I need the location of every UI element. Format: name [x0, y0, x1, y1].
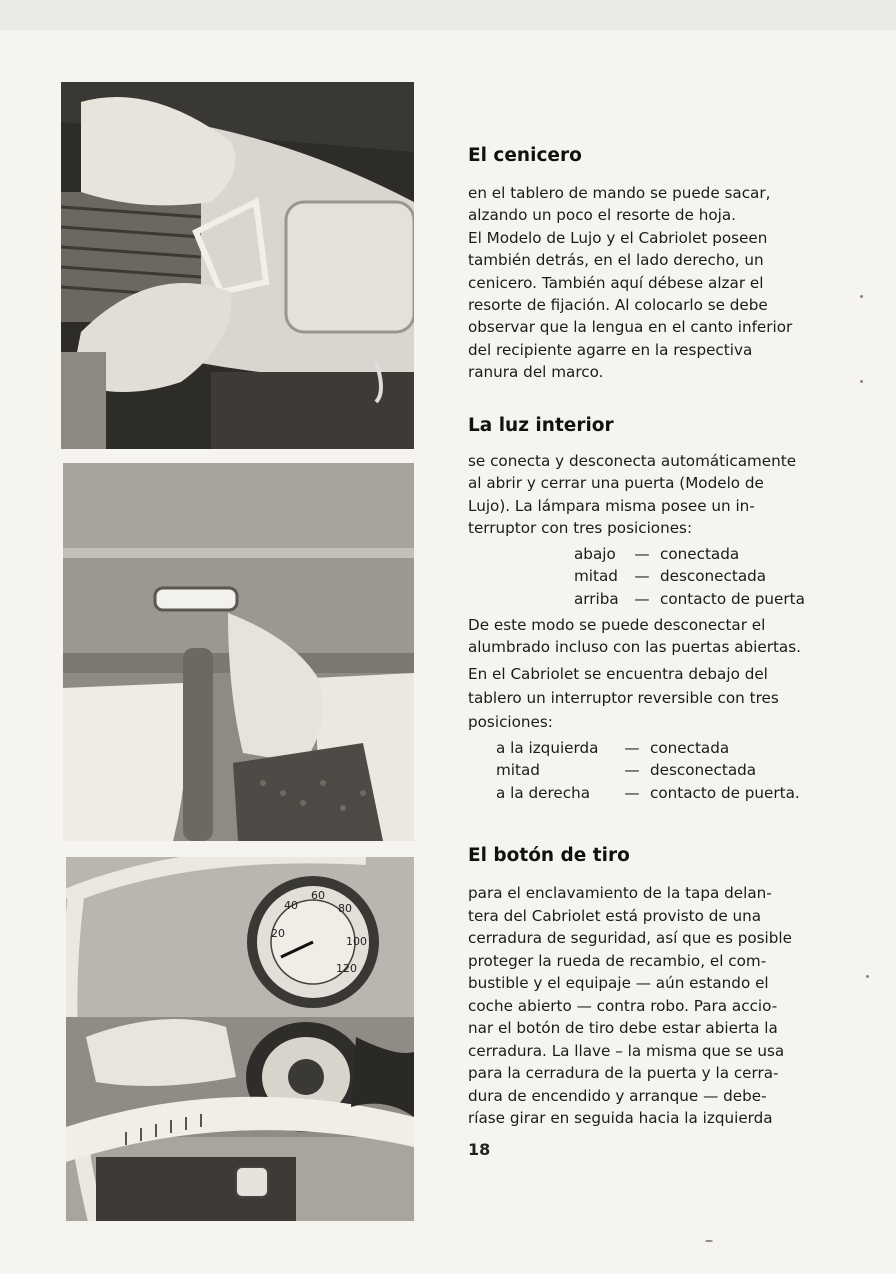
- line: cerradura. La llave – la misma que se usa: [468, 1041, 785, 1060]
- position-row: [496, 782, 800, 804]
- speedo-label-100: 100: [346, 935, 367, 948]
- position-state: conectada: [650, 739, 730, 757]
- position-name: mitad: [574, 567, 618, 586]
- dash: —: [634, 545, 650, 563]
- line: observar que la lengua en el canto inferior: [468, 318, 793, 337]
- line: posiciones:: [468, 713, 553, 731]
- para-boton-de-tiro: [468, 882, 814, 1130]
- speedo-label-80: 80: [338, 902, 352, 915]
- line: bustible y el equipaje — aún estando el: [468, 974, 769, 992]
- dash: —: [624, 761, 640, 780]
- scan-speck: [860, 295, 863, 298]
- line: proteger la rueda de recambio, el com-: [468, 951, 767, 970]
- line: para la cerradura de la puerta y la cerra-: [468, 1064, 779, 1082]
- line: en el tablero de mando se puede sacar,: [468, 184, 771, 202]
- scan-speck: [705, 1240, 713, 1242]
- line: del recipiente agarre en la respectiva: [468, 340, 753, 359]
- positions-table-lamp: [574, 543, 805, 610]
- heading-luz-interior: La luz interior: [468, 415, 614, 436]
- para-luz-interior-3: [468, 662, 814, 734]
- line: ríase girar en seguida hacia la izquierda: [468, 1109, 773, 1127]
- para-luz-interior: [468, 450, 814, 540]
- line: El Modelo de Lujo y el Cabriolet poseen: [468, 228, 768, 247]
- position-state: contacto de puerta.: [650, 783, 800, 802]
- position-row: [496, 759, 800, 781]
- line: tera del Cabriolet está provisto de una: [468, 906, 762, 925]
- line: terruptor con tres posiciones:: [468, 519, 693, 538]
- speedo-label-40: 40: [284, 899, 298, 912]
- speedo-label-60: 60: [311, 889, 325, 902]
- line: para el enclavamiento de la tapa delan-: [468, 884, 772, 902]
- line: nar el botón de tiro debe estar abierta la: [468, 1019, 778, 1037]
- dash: —: [624, 739, 640, 757]
- line: resorte de fijación. Al colocarlo se debe: [468, 296, 768, 315]
- line: alzando un poco el resorte de hoja.: [468, 206, 736, 225]
- dash: —: [634, 567, 650, 586]
- scan-top-band: [0, 0, 896, 30]
- position-name: a la izquierda: [496, 739, 599, 757]
- line: también detrás, en el lado derecho, un: [468, 251, 764, 270]
- line: tablero un interruptor reversible con tres: [468, 689, 779, 707]
- dash: —: [634, 589, 650, 608]
- position-row: [574, 543, 805, 565]
- positions-table-cabriolet: [496, 737, 800, 804]
- position-state: contacto de puerta: [660, 589, 805, 608]
- line: alumbrado incluso con las puertas abiertas.: [468, 638, 801, 657]
- speedo-label-120: 120: [336, 962, 357, 975]
- dashboard-photo: [66, 857, 414, 1221]
- line: De este modo se puede desconectar el: [468, 616, 766, 634]
- line: cenicero. También aquí débese alzar el: [468, 273, 764, 292]
- position-name: a la derecha: [496, 783, 591, 802]
- section-boton-de-tiro: [468, 845, 814, 1130]
- position-state: desconectada: [650, 761, 757, 780]
- heading-cenicero: El cenicero: [468, 145, 582, 166]
- para-luz-interior-2: [468, 614, 814, 659]
- line: se conecta y desconecta automáticamente: [468, 452, 797, 470]
- line: En el Cabriolet se encuentra debajo del: [468, 665, 768, 683]
- line: al abrir y cerrar una puerta (Modelo de: [468, 474, 764, 493]
- line: dura de encendido y arranque — debe-: [468, 1086, 767, 1105]
- ashtray-photo: [61, 82, 414, 449]
- section-cenicero: [468, 145, 814, 384]
- position-row: [496, 737, 800, 759]
- page-number: 18: [468, 1140, 491, 1159]
- position-name: mitad: [496, 761, 540, 780]
- section-luz-interior: [468, 415, 814, 540]
- line: ranura del marco.: [468, 363, 604, 382]
- position-row: [574, 565, 805, 587]
- position-state: desconectada: [660, 567, 767, 586]
- position-name: abajo: [574, 545, 616, 563]
- para-cenicero: [468, 182, 814, 384]
- speedo-label-20: 20: [271, 927, 285, 940]
- dash: —: [624, 783, 640, 802]
- interior-light-photo: [63, 463, 414, 841]
- scan-speck: [866, 975, 869, 978]
- position-state: conectada: [660, 545, 740, 563]
- position-name: arriba: [574, 589, 619, 608]
- heading-boton-de-tiro: El botón de tiro: [468, 845, 630, 866]
- scan-speck: [860, 380, 863, 383]
- line: cerradura de seguridad, así que es posible: [468, 929, 792, 947]
- line: coche abierto — contra robo. Para accio-: [468, 996, 778, 1015]
- position-row: [574, 588, 805, 610]
- line: Lujo). La lámpara misma posee un in-: [468, 496, 755, 515]
